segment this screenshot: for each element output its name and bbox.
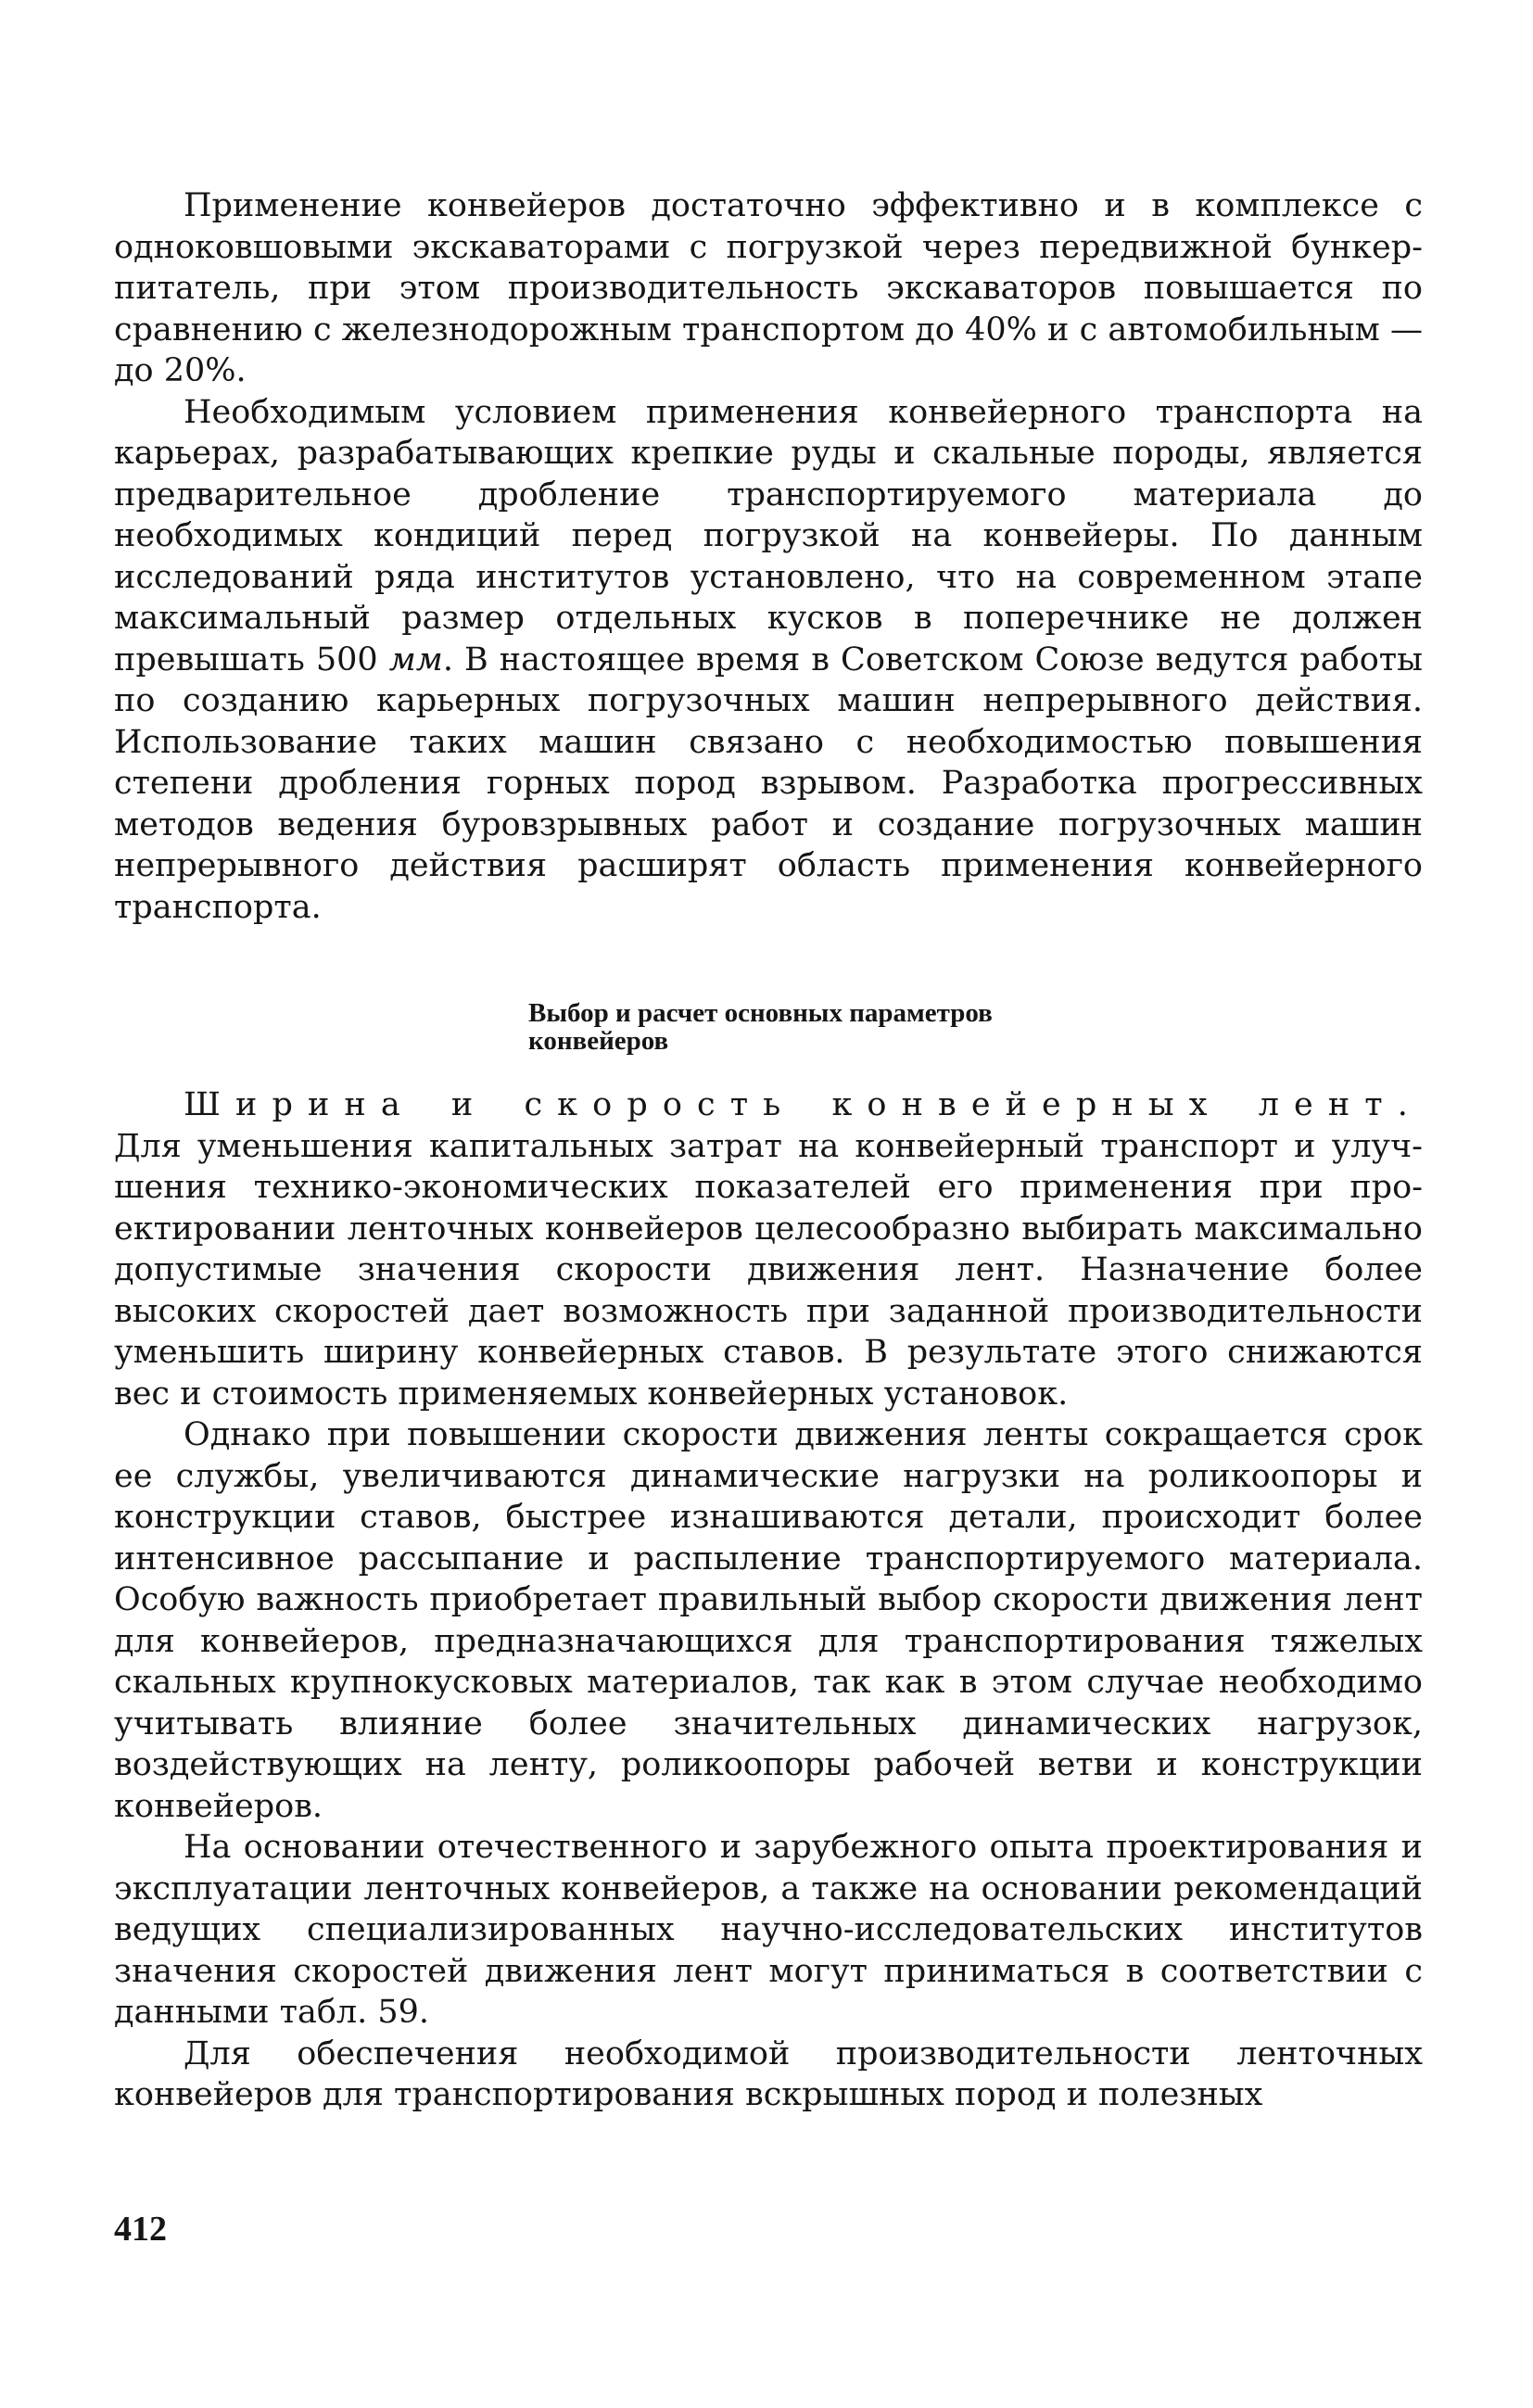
paragraph	[114, 392, 1423, 929]
page-number: 412	[114, 2210, 167, 2249]
paragraph: Для обеспечения необходимой производительности ленточных конвейеров для транспортирования вскрышных пород и полезных	[114, 2034, 1423, 2113]
paragraph-text: . В настоящее время в Советском Союзе ведутся работы по созданию карьерных погрузочных машин непрерывного действия. Использование таких машин связано с необходимостью повышения степени дробления горных пород взрывом. Разработка прогрессивных методов ведения буровзрывных работ и создание погрузочных машин непрерывного действия расширят область применения конвейерного транспорта.	[114, 640, 1424, 926]
paragraph-text: Для уменьшения капитальных затрат на конвейерный транспорт и улучшения технико-экономических показателей его применения при проектировании ленточных конвейеров целесообразно выбирать максимально допустимые значения скорости движения лент. Назначение более высоких скоростей дает возможность при заданной производительности уменьшить ширину конвейерных ставов. В результате этого снижаются вес и стоимость применяемых конвейерных установок.	[114, 1127, 1423, 1413]
paragraph-text: Необходимым условием применения конвейерного транспорта на карьерах, разрабатывающих крепкие руды и скальные породы, является предварительное дробление транспортируемого материала до необходимых кондиций перед погрузкой на конвейеры. По данным исследований ряда институтов установлено, что на современном этапе максимальный размер отдельных кусков в поперечнике не должен превышать 500	[114, 393, 1423, 678]
text-block-top	[114, 185, 1423, 928]
section-heading	[528, 999, 1177, 1055]
paragraph: На основании отечественного и зарубежного опыта проектирования и эксплуатации ленточных конвейеров, а также на основании рекомендаций ведущих специализированных научно-исследовательских институтов значения скоростей движения лент могут приниматься в соответствии с данными табл. 59.	[114, 1829, 1423, 2031]
section-heading-line: конвейеров	[528, 1026, 669, 1056]
run-in-heading: Ширина и скорость конвейерных лент.	[184, 1086, 1423, 1123]
section-heading-line: Выбор и расчет основных параметров	[528, 998, 993, 1028]
text-block-bottom	[114, 1084, 1423, 2116]
paragraph	[114, 1084, 1423, 1414]
paragraph: Применение конвейеров достаточно эффективно и в комплексе с одноковшовыми экскаваторами с погрузкой через передвижной бункер-питатель, при этом производительность экскаваторов повышается по сравнению с железнодорожным транспортом до 40% и с автомобильным — до 20%.	[114, 187, 1423, 389]
unit-mm: мм	[388, 640, 443, 678]
paragraph: Однако при повышении скорости движения ленты сокращается срок ее службы, увеличиваются динамические нагрузки на роликоопоры и конструкции ставов, быстрее изнашиваются детали, происходит более интенсивное рассыпание и распыление транспортируемого материала. Особую важность приобретает правильный выбор скорости движения лент для конвейеров, предназначающихся для транспортирования тяжелых скальных крупнокусковых материалов, так как в этом случае необходимо учитывать влияние более значительных динамических нагрузок, воздействующих на ленту, роликоопоры рабочей ветви и конструкции конвейеров.	[114, 1416, 1423, 1825]
